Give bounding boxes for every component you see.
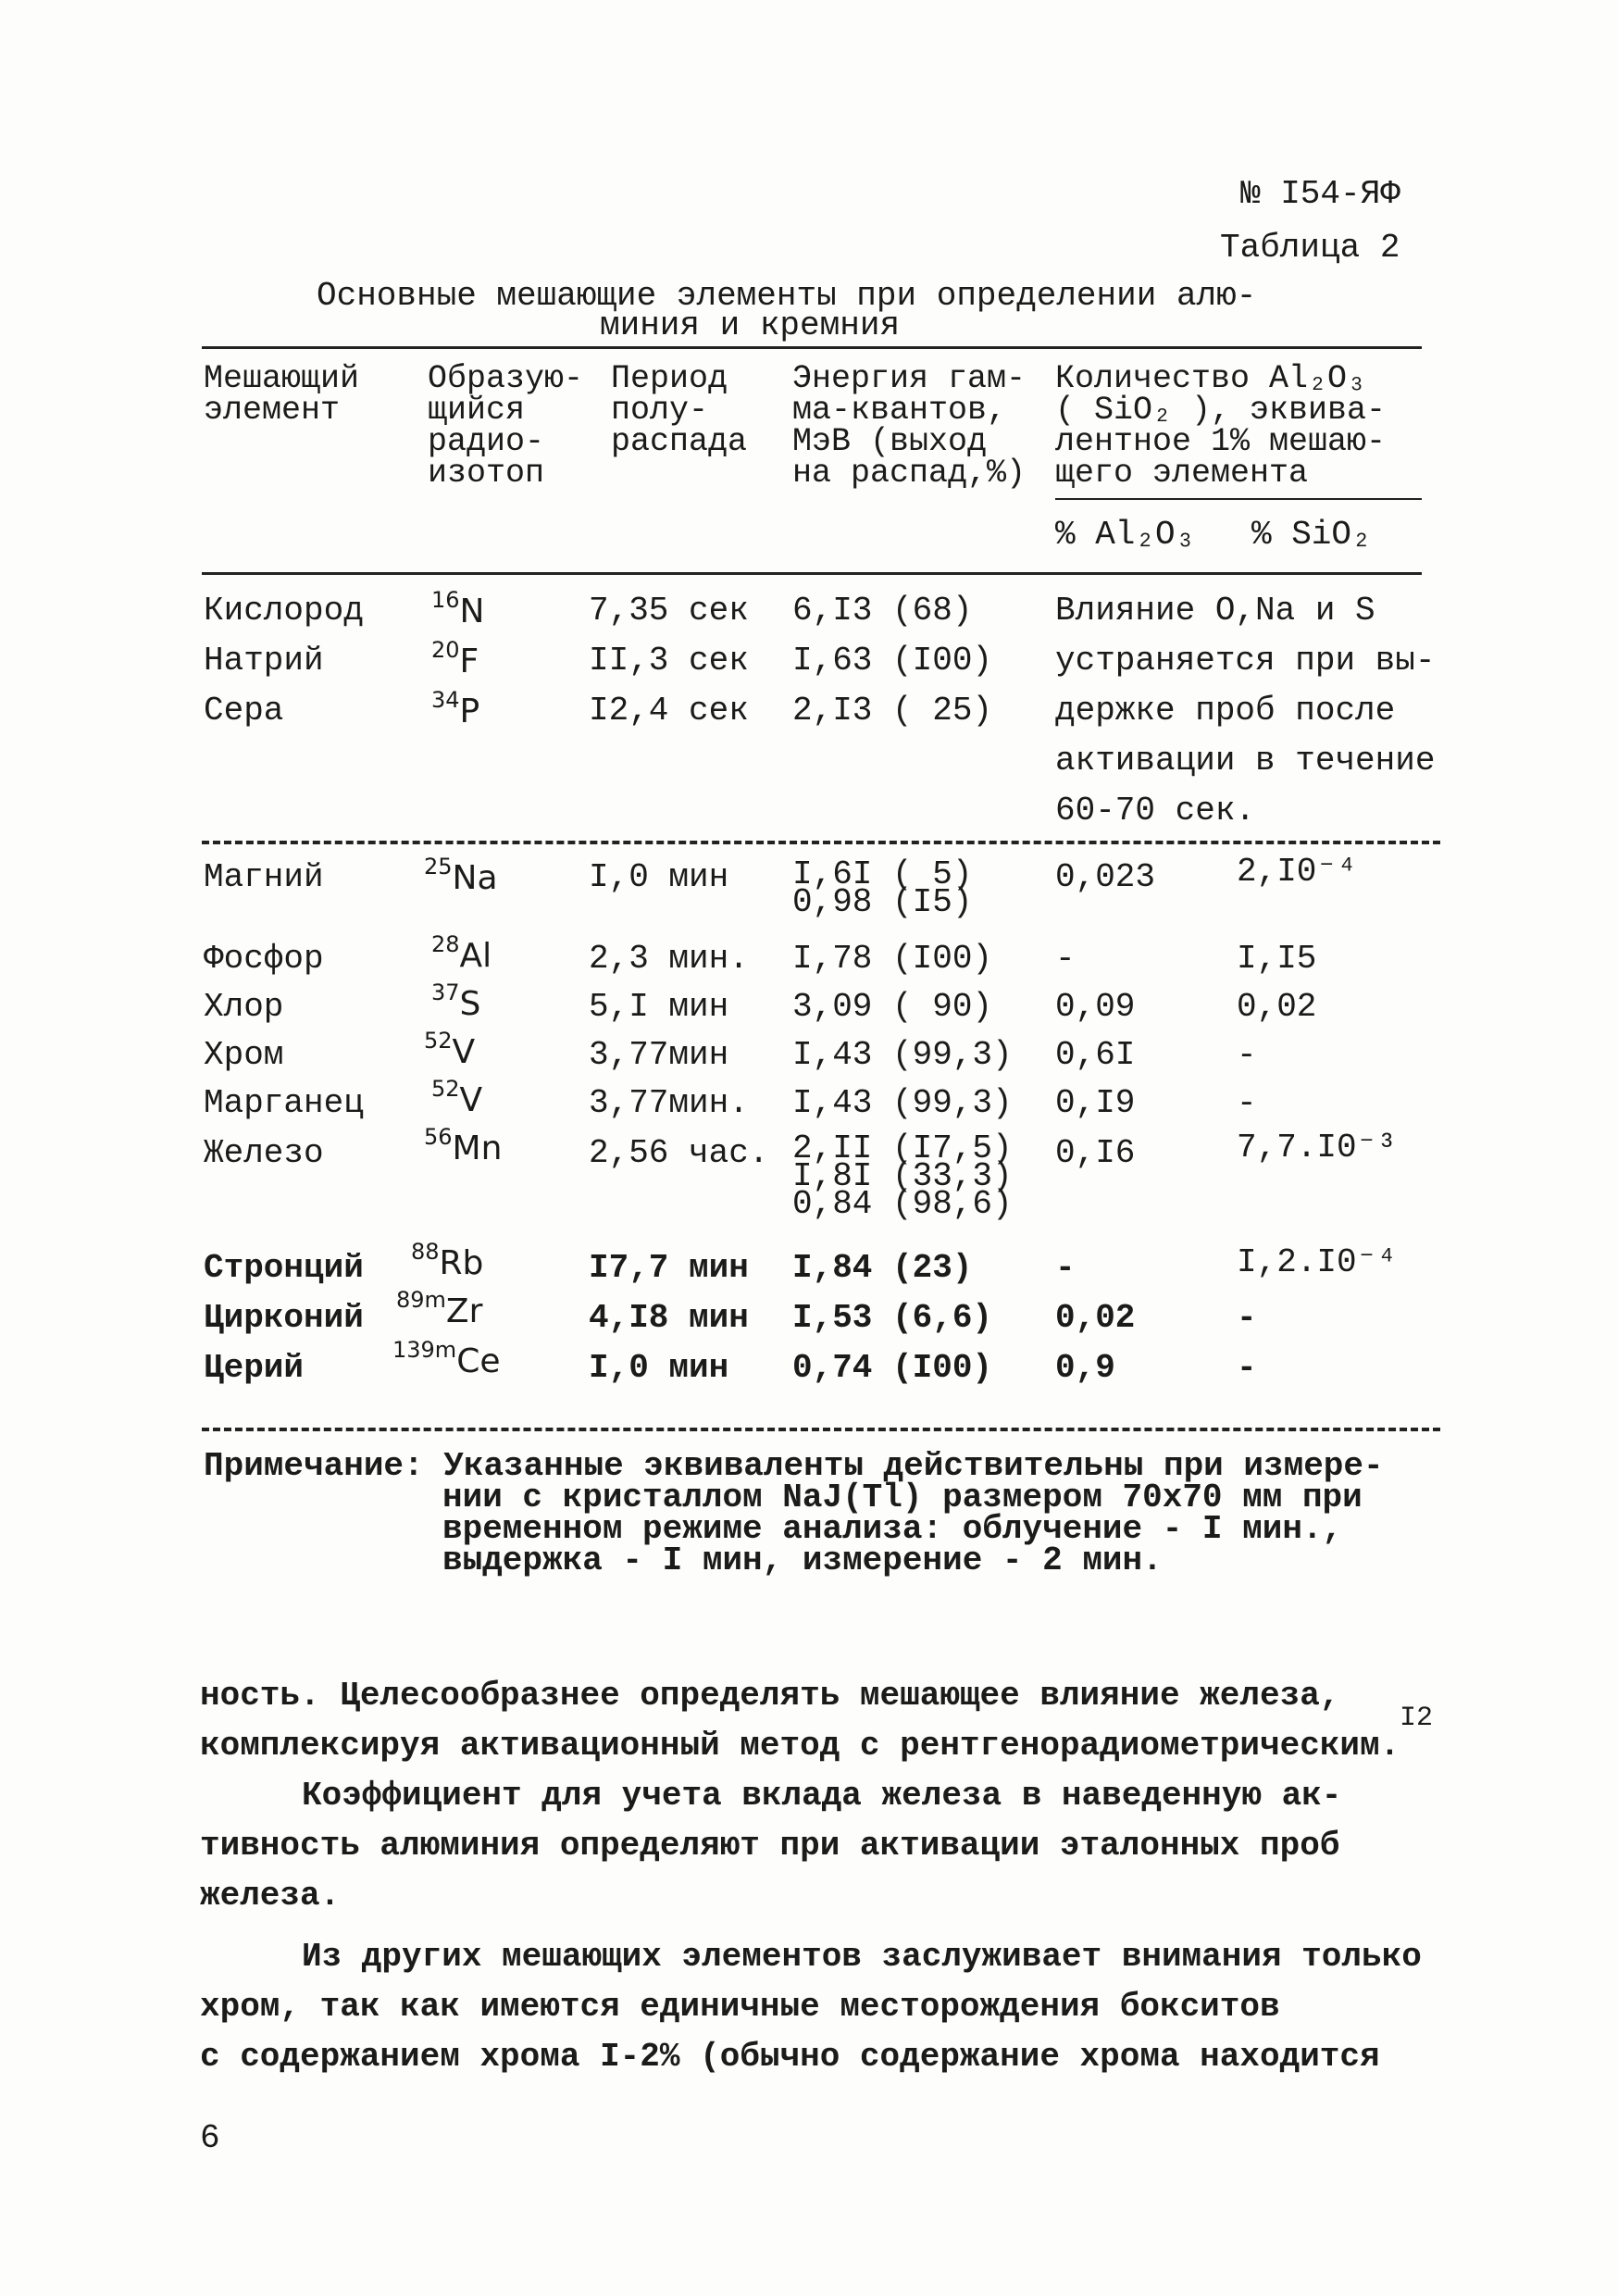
- table-row-element: Цирконий: [204, 1299, 364, 1337]
- body-line: Коэффициент для учета вклада железа в наведенную ак-: [302, 1777, 1342, 1815]
- table-row-al2o3: 0,I6: [1055, 1134, 1136, 1172]
- body-line: комплексируя активационный метод с рентгенорадиометрическим.: [200, 1727, 1400, 1765]
- header-isotope: Образую- щийся радио- изотоп: [428, 360, 584, 492]
- table-row-energy: I,63 (I00): [792, 642, 993, 680]
- table-top-rule: [202, 346, 1422, 349]
- table-row-energy-line: 3,09 ( 90): [792, 988, 993, 1026]
- document-number: № I54-ЯФ: [1240, 175, 1400, 213]
- table-row-energy: 6,I3 (68): [792, 592, 973, 630]
- table-row-sio2: -: [1237, 1084, 1257, 1122]
- body-line: Из других мешающих элементов заслуживает внимания только: [302, 1938, 1422, 1976]
- header-al2o3: % Al₂O₃: [1055, 516, 1196, 554]
- table-row-half-life: I7,7 мин: [589, 1249, 749, 1287]
- table-row-sio2: I,2.I0⁻⁴: [1237, 1243, 1397, 1281]
- table-note-line: временном режиме анализа: облучение - I мин.,: [442, 1510, 1343, 1548]
- table-row-energy-line: 0,98 (I5): [792, 883, 973, 921]
- reference-mark: I2: [1400, 1703, 1434, 1734]
- table-note-line: нии с кристаллом NaJ(Tl) размером 70х70 мм при: [442, 1479, 1363, 1516]
- table-row-isotope: $^{16}$N: [431, 587, 485, 630]
- header-subrule: [1055, 498, 1422, 500]
- table-row-element: Натрий: [204, 642, 324, 680]
- body-line: ность. Целесообразнее определять мешающее влияние железа,: [200, 1677, 1340, 1715]
- table-row-sio2: I,I5: [1237, 940, 1317, 978]
- body-line: железа.: [200, 1877, 341, 1915]
- table-row-energy-line: 2,II (I7,5): [792, 1129, 1013, 1167]
- table-row-isotope: $^{52}$V: [431, 1076, 483, 1119]
- group1-note-line: держке проб после: [1055, 692, 1396, 730]
- table-row-energy: 2,I3 ( 25): [792, 692, 993, 730]
- table-row-isotope: $^{37}$S: [431, 980, 481, 1023]
- table-row-element: Хром: [204, 1036, 284, 1074]
- group1-note-line: Влияние O,Na и S: [1055, 592, 1375, 630]
- table-row-half-life: I,0 мин: [589, 858, 729, 896]
- group1-note-line: 60-70 сек.: [1055, 792, 1256, 830]
- header-sio2: % SiO₂: [1251, 516, 1372, 554]
- table-row-half-life: 3,77мин.: [589, 1084, 749, 1122]
- table-row-half-life: I2,4 сек: [589, 692, 749, 730]
- table-row-half-life: 4,I8 мин: [589, 1299, 749, 1337]
- table-row-isotope: $^{20}$F: [431, 637, 479, 680]
- table-row-element: Магний: [204, 858, 324, 896]
- table-row-energy-line: I,84 (23): [792, 1249, 973, 1287]
- body-line: тивность алюминия определяют при активации эталонных проб: [200, 1827, 1340, 1865]
- table-row-element: Стронций: [204, 1249, 364, 1287]
- table-row-isotope: $^{34}$P: [431, 687, 480, 730]
- table-row-half-life: 7,35 сек: [589, 592, 749, 630]
- table-row-isotope: $^{25}$Na: [424, 854, 498, 897]
- table-row-isotope: $^{28}$Al: [431, 931, 492, 975]
- table-row-sio2: 2,I0⁻⁴: [1237, 853, 1357, 891]
- table-row-al2o3: 0,9: [1055, 1349, 1115, 1387]
- body-line: с содержанием хрома I-2% (обычно содержание хрома находится: [200, 2038, 1380, 2076]
- header-element: Мешающий элемент: [204, 360, 360, 429]
- table-row-energy-line: I,6I ( 5): [792, 855, 973, 893]
- table-row-energy-line: I,53 (6,6): [792, 1299, 993, 1337]
- page-number: 6: [200, 2119, 220, 2157]
- table-row-sio2: -: [1237, 1299, 1257, 1337]
- table-row-al2o3: -: [1055, 1249, 1076, 1287]
- table-row-energy-line: 0,84 (98,6): [792, 1185, 1013, 1223]
- table-row-al2o3: 0,02: [1055, 1299, 1136, 1337]
- table-title-line1: Основные мешающие элементы при определении алю-: [317, 277, 1257, 315]
- table-row-sio2: 0,02: [1237, 988, 1317, 1026]
- table-row-energy-line: I,8I (33,3): [792, 1157, 1013, 1195]
- header-equivalent: Количество Al₂O₃ ( SiO₂ ), эквива- лентное 1% мешаю- щего элемента: [1055, 360, 1387, 492]
- table-row-al2o3: -: [1055, 940, 1076, 978]
- table-row-energy-line: I,43 (99,3): [792, 1036, 1013, 1074]
- group-separator-dashed: [202, 841, 1440, 844]
- table-row-al2o3: 0,I9: [1055, 1084, 1136, 1122]
- table-row-al2o3: 0,023: [1055, 858, 1156, 896]
- table-row-isotope: $^{52}$V: [424, 1028, 476, 1071]
- table-row-sio2: 7,7.I0⁻³: [1237, 1129, 1397, 1167]
- table-row-isotope: $^{56}$Mn: [424, 1124, 503, 1167]
- table-row-sio2: -: [1237, 1349, 1257, 1387]
- table-bottom-dashed: [202, 1428, 1440, 1431]
- header-energy: Энергия гам- ма-квантов, МэВ (выход на распад,%): [792, 360, 1027, 492]
- table-row-half-life: II,3 сек: [589, 642, 749, 680]
- header-bottom-rule: [202, 572, 1422, 575]
- table-row-element: Хлор: [204, 988, 284, 1026]
- table-row-energy-line: I,43 (99,3): [792, 1084, 1013, 1122]
- table-row-half-life: I,0 мин: [589, 1349, 729, 1387]
- table-row-isotope: $^{89m}$Zr: [396, 1287, 483, 1330]
- table-row-half-life: 3,77мин: [589, 1036, 729, 1074]
- table-row-half-life: 5,I мин: [589, 988, 729, 1026]
- table-title-line2: миния и кремния: [600, 306, 901, 344]
- table-row-element: Кислород: [204, 592, 364, 630]
- table-row-half-life: 2,56 час.: [589, 1134, 769, 1172]
- table-row-element: Церий: [204, 1349, 305, 1387]
- table-row-element: Марганец: [204, 1084, 364, 1122]
- table-row-element: Фосфор: [204, 940, 324, 978]
- header-half-life: Период полу- распада: [611, 360, 748, 460]
- table-row-element: Железо: [204, 1134, 324, 1172]
- table-row-energy-line: I,78 (I00): [792, 940, 993, 978]
- table-row-element: Сера: [204, 692, 284, 730]
- table-row-isotope: $^{88}$Rb: [411, 1239, 484, 1282]
- table-row-al2o3: 0,6I: [1055, 1036, 1136, 1074]
- table-row-energy-line: 0,74 (I00): [792, 1349, 993, 1387]
- table-row-half-life: 2,3 мин.: [589, 940, 749, 978]
- table-row-al2o3: 0,09: [1055, 988, 1136, 1026]
- table-label: Таблица 2: [1220, 229, 1400, 267]
- body-line: хром, так как имеются единичные месторождения бокситов: [200, 1988, 1280, 2026]
- group1-note-line: устраняется при вы-: [1055, 642, 1436, 680]
- table-note-line: Примечание: Указанные эквиваленты действительны при измере-: [204, 1447, 1384, 1485]
- table-row-isotope: $^{139m}$Ce: [392, 1337, 501, 1380]
- group1-note-line: активации в течение: [1055, 742, 1436, 780]
- table-note-line: выдержка - I мин, измерение - 2 мин.: [442, 1541, 1163, 1579]
- table-row-sio2: -: [1237, 1036, 1257, 1074]
